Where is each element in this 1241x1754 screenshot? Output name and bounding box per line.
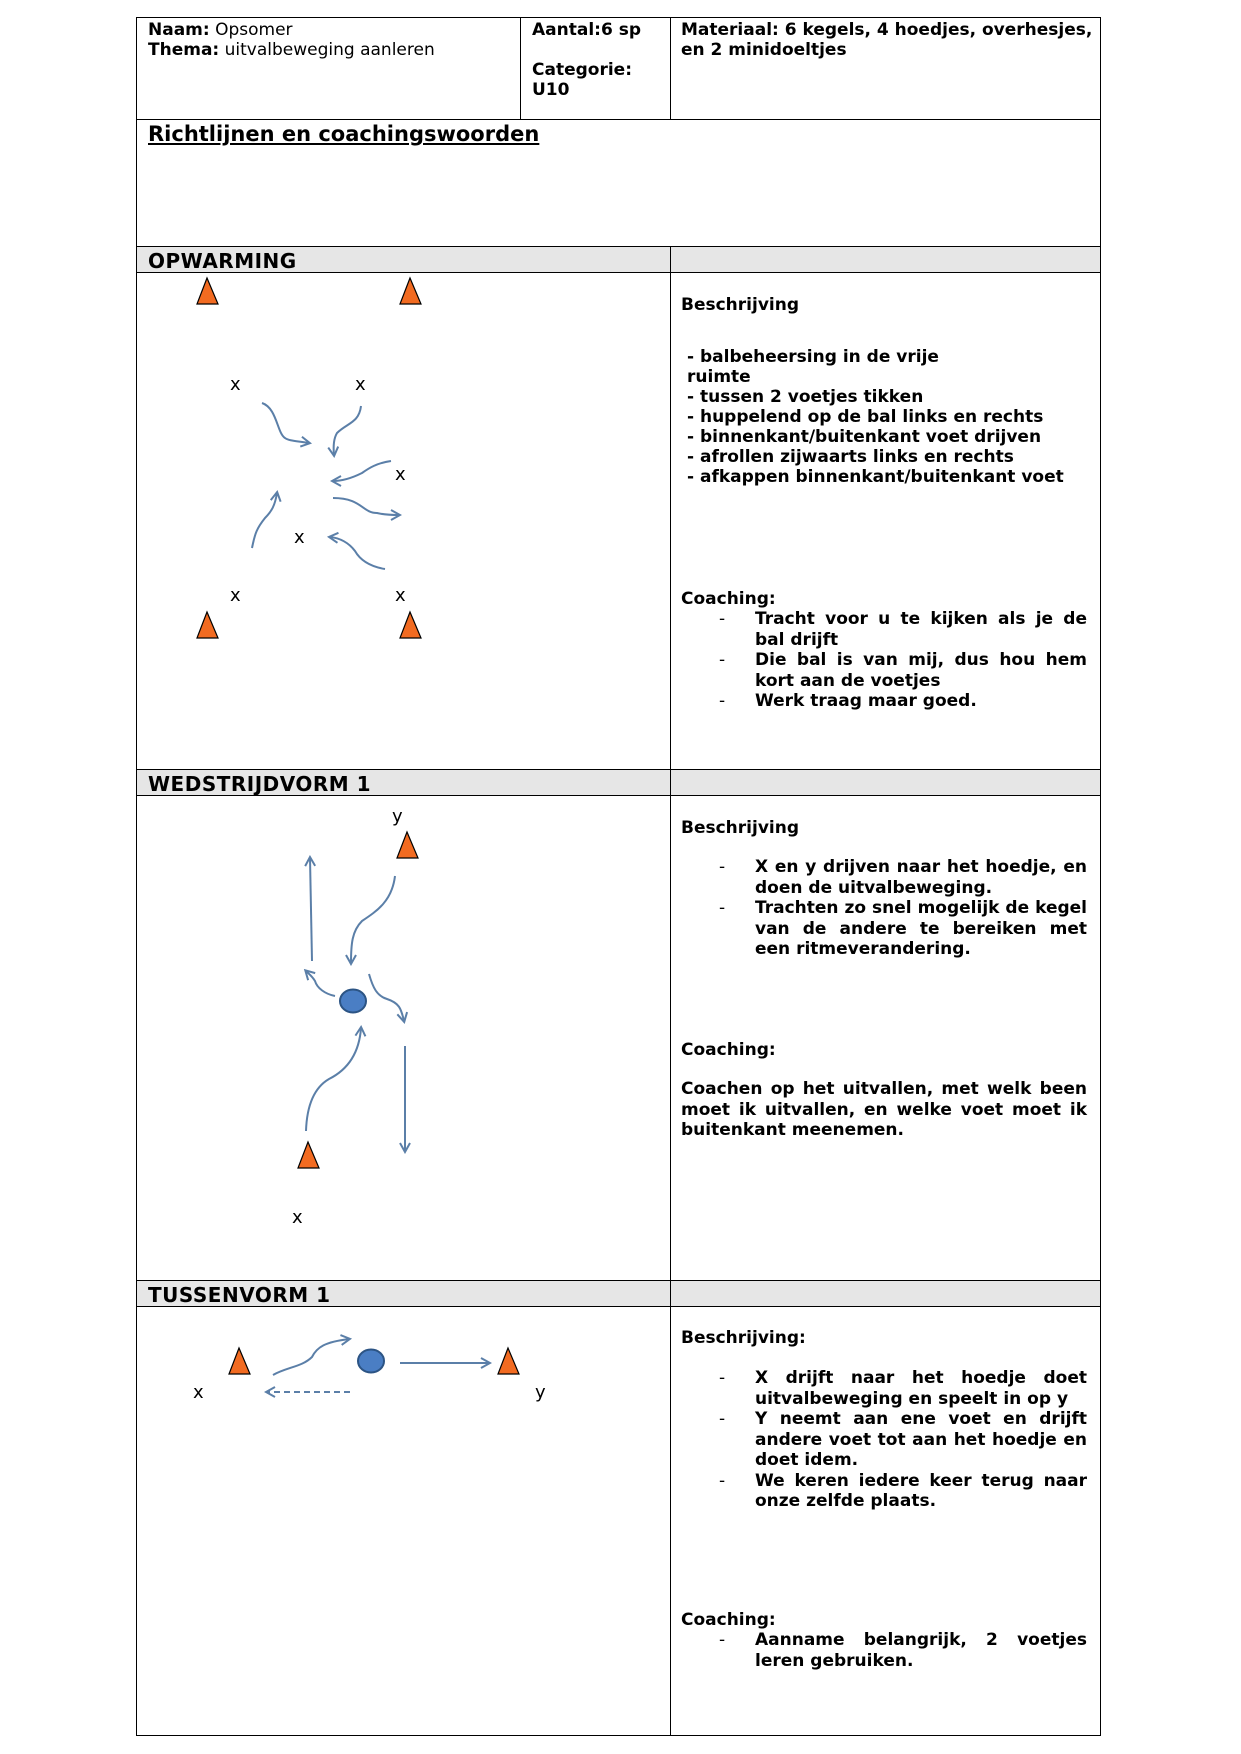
list-item: - X drijft naar het hoedje doet uitvalbeweging en speelt in op y xyxy=(719,1368,1087,1409)
coaching-text: Coachen op het uitvallen, met welk been moet ik uitvallen, en welke voet moet ik buitenkant meenemen. xyxy=(681,1079,1087,1140)
cone-icon xyxy=(229,1348,250,1374)
description-label: Beschrijving: xyxy=(681,1328,806,1348)
arrow-icon xyxy=(310,858,312,961)
player-label: x xyxy=(294,527,305,548)
ball-icon xyxy=(358,1350,384,1373)
cone-icon xyxy=(298,1142,319,1168)
player-label: x xyxy=(292,1207,303,1228)
section-title: TUSSENVORM 1 xyxy=(148,1283,331,1307)
border-bottom xyxy=(136,1735,1101,1736)
list-item: - Aanname belangrijk, 2 voetjes leren gebruiken. xyxy=(719,1630,1087,1671)
arrow-icon xyxy=(306,971,335,996)
arrow-icon xyxy=(306,1028,361,1131)
description-list xyxy=(681,857,1087,960)
list-item: - huppelend op de bal links en rechts xyxy=(687,407,1044,427)
header-divider-1 xyxy=(520,17,521,120)
list-item: - balbeheersing in de vrije xyxy=(687,347,939,367)
arrow-icon xyxy=(252,493,277,548)
description-list xyxy=(681,1368,1087,1512)
arrow-icon xyxy=(273,1339,349,1375)
cone-icon xyxy=(197,612,218,638)
coaching-label: Coaching: xyxy=(681,1610,776,1630)
ball-icon xyxy=(340,990,366,1013)
list-item: - Tracht voor u te kijken als je de bal drijft xyxy=(719,609,1087,650)
coaching-list xyxy=(681,609,1087,712)
player-count: Aantal:6 sp xyxy=(532,20,641,40)
section-title: WEDSTRIJDVORM 1 xyxy=(148,772,372,796)
player-label: x xyxy=(355,374,366,395)
cone-icon xyxy=(400,278,421,304)
coaching-label: Coaching: xyxy=(681,1040,776,1060)
list-item: - Y neemt aan ene voet en drijft andere voet tot aan het hoedje en doet idem. xyxy=(719,1409,1087,1470)
arrow-icon xyxy=(351,876,395,963)
section-title: OPWARMING xyxy=(148,249,297,273)
match-diagram xyxy=(137,796,667,1280)
theme-value: uitvalbeweging aanleren xyxy=(224,40,435,60)
cone-icon xyxy=(400,612,421,638)
arrow-icon xyxy=(333,498,399,515)
column-divider xyxy=(670,246,671,1736)
header-divider-2 xyxy=(670,17,671,120)
list-item: ruimte xyxy=(687,367,751,387)
player-label: x xyxy=(230,374,241,395)
list-item: - X en y drijven naar het hoedje, en doen de uitvalbeweging. xyxy=(719,857,1087,898)
arrow-icon xyxy=(330,537,385,569)
description-label: Beschrijving xyxy=(681,295,800,315)
player-label: y xyxy=(392,806,403,827)
description-list xyxy=(687,347,1064,487)
cone-icon xyxy=(197,278,218,304)
arrow-icon xyxy=(369,974,404,1021)
cone-icon xyxy=(397,832,418,858)
name-field xyxy=(148,20,293,40)
theme-field xyxy=(148,40,435,60)
player-label: y xyxy=(535,1382,546,1403)
list-item: - afkappen binnenkant/buitenkant voet xyxy=(687,467,1064,487)
material-line-1: Materiaal: 6 kegels, 4 hoedjes, overhesjes, xyxy=(681,20,1093,40)
arrow-icon xyxy=(334,406,361,455)
list-item: - tussen 2 voetjes tikken xyxy=(687,387,924,407)
category-label: Categorie: xyxy=(532,60,632,80)
border-right xyxy=(1100,17,1101,1736)
header-bottom-line xyxy=(136,119,1101,120)
coaching-list xyxy=(681,1630,1087,1671)
category-value: U10 xyxy=(532,80,570,100)
arrow-icon xyxy=(333,461,391,481)
guidelines-title: Richtlijnen en coachingswoorden xyxy=(148,122,540,146)
player-label: x xyxy=(395,464,406,485)
list-item: - binnenkant/buitenkant voet drijven xyxy=(687,427,1042,447)
list-item: - Die bal is van mij, dus hou hem kort aan de voetjes xyxy=(719,650,1087,691)
player-label: x xyxy=(395,585,406,606)
list-item: - We keren iedere keer terug naar onze zelfde plaats. xyxy=(719,1470,1087,1511)
warmup-diagram xyxy=(137,273,667,768)
material-line-2: en 2 minidoeltjes xyxy=(681,40,847,60)
cone-icon xyxy=(498,1348,519,1374)
description-label: Beschrijving xyxy=(681,818,800,838)
player-label: x xyxy=(230,585,241,606)
list-item: - afrollen zijwaarts links en rechts xyxy=(687,447,1014,467)
coaching-label: Coaching: xyxy=(681,589,776,609)
border-top xyxy=(136,17,1101,18)
arrow-icon xyxy=(262,403,309,443)
player-label: x xyxy=(193,1382,204,1403)
theme-label: Thema: xyxy=(148,40,220,60)
list-item: - Trachten zo snel mogelijk de kegel van de andere te bereiken met een ritmeverandering. xyxy=(719,898,1087,959)
name-value: Opsomer xyxy=(215,20,293,40)
list-item: - Werk traag maar goed. xyxy=(719,691,977,711)
name-label: Naam: xyxy=(148,20,210,40)
intermediate-diagram xyxy=(137,1307,667,1735)
